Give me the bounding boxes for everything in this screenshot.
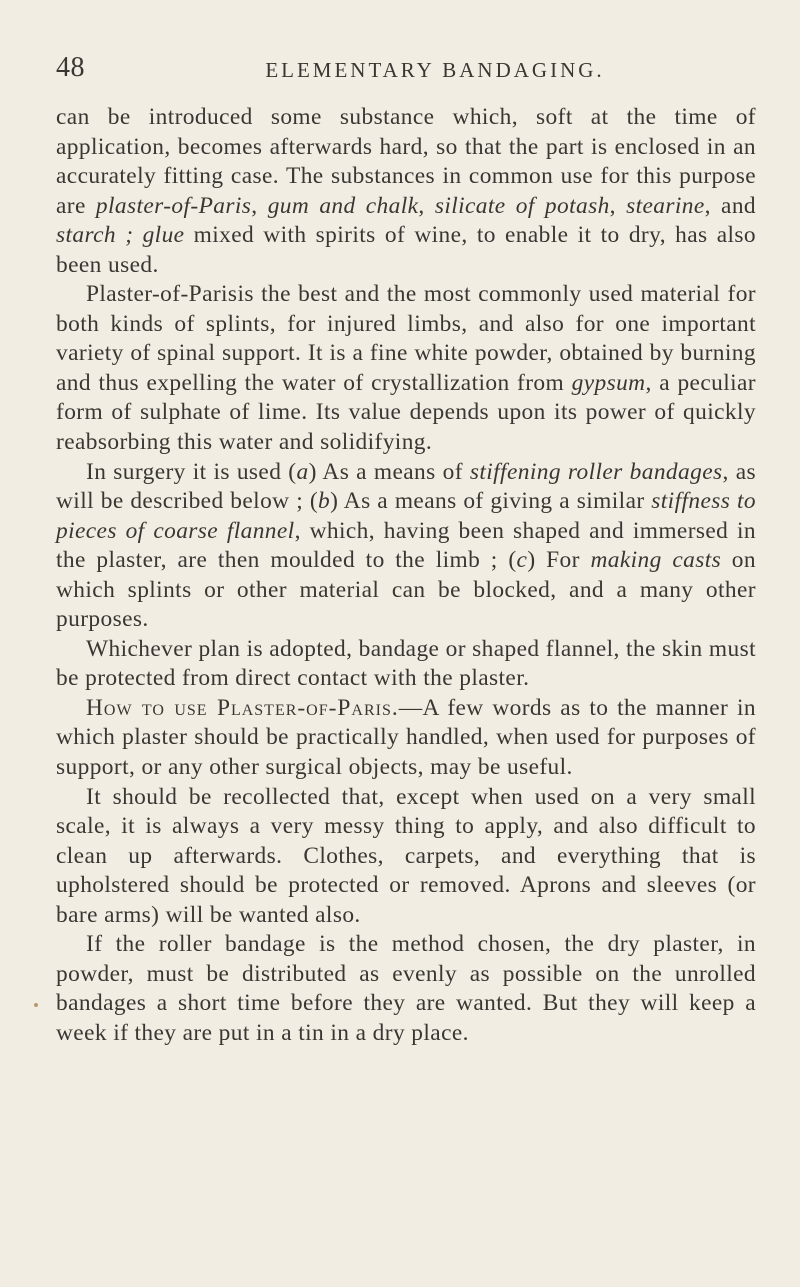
text-run: In surgery it is used ( xyxy=(86,458,297,485)
italic-term: stiffness to pieces of coarse flannel xyxy=(56,488,756,544)
text-run: ) For xyxy=(527,547,591,574)
italic-term: starch ; glue xyxy=(56,222,185,249)
italic-term: stearine xyxy=(626,192,705,219)
section-heading: How to use Plaster-of-Paris. xyxy=(86,694,399,721)
paragraph-5 xyxy=(56,694,756,783)
paragraph-2 xyxy=(56,280,756,457)
text-run: Plaster-of-Parisis the best and the most commonly used material for both kinds of splints, for injured limbs, and also for one important variety of spinal support. It is a fine white powder, obtained by burning and thus expelling the water of crystallization from xyxy=(56,281,756,396)
list-letter: c xyxy=(516,547,528,574)
paragraph-1 xyxy=(56,103,756,280)
paragraph-6: It should be recollected that, except when used on a very small scale, it is always a very messy thing to apply, and also difficult to clean up afterwards. Clothes, carpets, and everything that is upholstered should be protected or removed. Aprons and sleeves (or bare arms) will be wanted also. xyxy=(56,783,756,928)
text-run: , a peculiar form of sulphate of lime. Its value depends upon its power of quickly reabsorbing this water and solidifying. xyxy=(56,369,756,456)
italic-term: making casts xyxy=(590,547,722,574)
italic-term: stiffening roller bandages xyxy=(469,458,723,485)
text-run: , and xyxy=(704,192,757,219)
page-number: 48 xyxy=(56,52,85,83)
italic-term: plaster-of-Paris xyxy=(95,192,252,219)
text-run: ) As a means of giving a similar xyxy=(330,488,652,515)
text-run: , xyxy=(251,192,268,219)
italic-term: gum and chalk xyxy=(267,192,419,219)
text-run: , as will be described below ; ( xyxy=(56,458,756,515)
body-text xyxy=(56,103,756,1049)
text-run: , which, having been shaped and immersed in the plaster, are then moulded to the limb ; ( xyxy=(56,517,757,574)
paragraph-7: If the roller bandage is the method chosen, the dry plaster, in powder, must be distributed as evenly as possible on the unrolled bandages a short time before they are wanted. But they will keep a week if they are put in a tin in a dry place. xyxy=(56,931,756,1046)
text-run: ) As a means of xyxy=(308,458,470,485)
text-run: —A few words as to the manner in which plaster should be practically handled, when used for purposes of support, or any other surgical objects, may be useful. xyxy=(56,694,756,781)
text-run: on which splints or other material can be blocked, and a many other purposes. xyxy=(56,547,756,633)
paragraph-3 xyxy=(56,458,756,635)
running-title: ELEMENTARY BANDAGING. xyxy=(265,58,605,82)
paragraph-4: Whichever plan is adopted, bandage or shaped flannel, the skin must be protected from direct contact with the plaster. xyxy=(56,635,756,692)
page-header xyxy=(0,52,800,92)
list-letter: a xyxy=(296,458,309,485)
italic-term: gypsum xyxy=(571,369,646,396)
text-run: , xyxy=(418,192,435,219)
text-run: mixed with spirits of wine, to enable it to dry, has also been used. xyxy=(56,222,756,278)
text-run: , xyxy=(609,192,627,219)
text-run: can be introduced some substance which, soft at the time of application, becomes afterwards hard, so that the part is enclosed in an accurately fitting case. The substances in common use for this purpose are xyxy=(56,104,756,219)
paper-speck xyxy=(34,1003,38,1007)
italic-term: silicate of potash xyxy=(434,192,610,219)
list-letter: b xyxy=(318,488,331,515)
